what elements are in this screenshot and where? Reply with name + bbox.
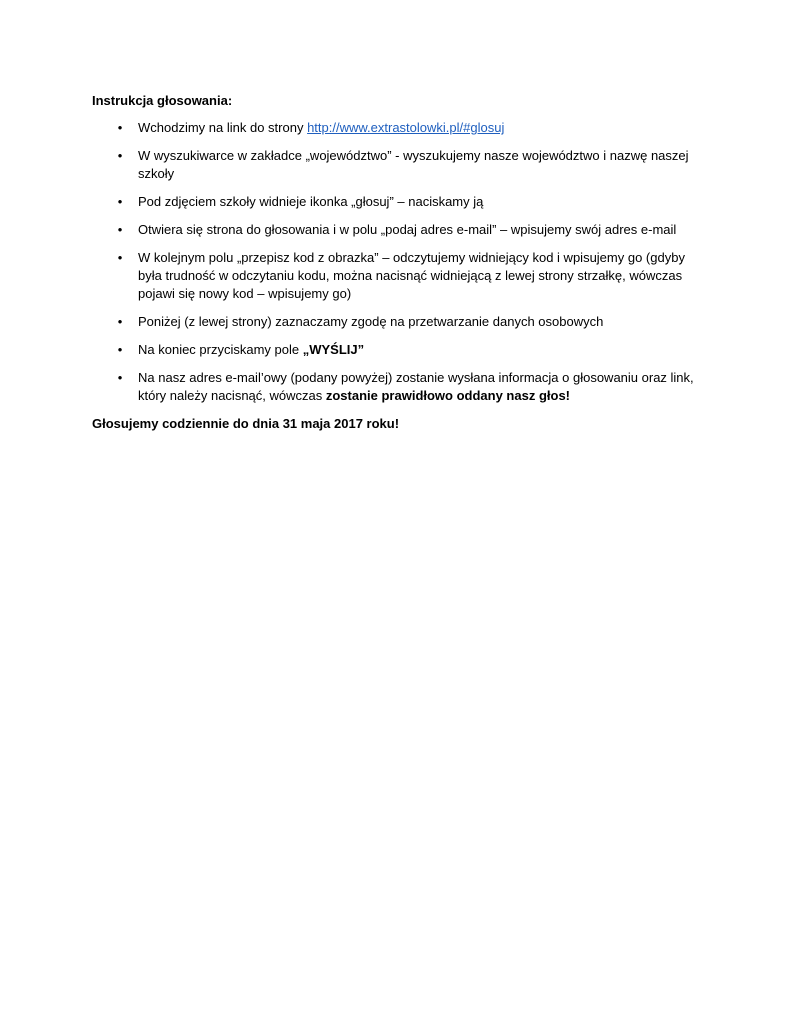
voting-deadline: Głosujemy codziennie do dnia 31 maja 2017 roku! xyxy=(92,416,400,431)
bullet-icon: • xyxy=(117,370,123,385)
instruction-step-7 xyxy=(92,341,704,359)
instruction-step-8 xyxy=(92,369,704,405)
voting-link[interactable]: http://www.extrastolowki.pl/#glosuj xyxy=(307,120,505,135)
instruction-step-3 xyxy=(92,193,704,211)
step-text: W wyszukiwarce w zakładce „województwo” - wyszukujemy nasze województwo i nazwę naszej szkoły xyxy=(138,148,689,181)
vote-confirmation-text: zostanie prawidłowo oddany nasz głos! xyxy=(325,388,570,403)
step-text: Pod zdjęciem szkoły widnieje ikonka „głosuj” – naciskamy ją xyxy=(138,194,484,209)
send-button-label: „WYŚLIJ” xyxy=(302,342,365,357)
bullet-icon: • xyxy=(117,222,123,237)
instruction-list xyxy=(92,119,704,405)
bullet-icon: • xyxy=(117,250,123,265)
instruction-step-5 xyxy=(92,249,704,303)
instruction-step-2 xyxy=(92,147,704,183)
bullet-icon: • xyxy=(117,194,123,209)
step-text: Na nasz adres e-mail’owy (podany powyżej) zostanie wysłana informacja o głosowaniu oraz link, który należy nacisnąć, wówczas xyxy=(138,370,694,403)
instruction-step-4 xyxy=(92,221,704,239)
bullet-icon: • xyxy=(117,120,123,135)
instruction-step-1 xyxy=(92,119,704,137)
document-heading: Instrukcja głosowania: xyxy=(92,93,233,108)
bullet-icon: • xyxy=(117,148,123,163)
step-text: Otwiera się strona do głosowania i w polu „podaj adres e-mail” – wpisujemy swój adres e-mail xyxy=(138,222,677,237)
step-text: Poniżej (z lewej strony) zaznaczamy zgodę na przetwarzanie danych osobowych xyxy=(138,314,604,329)
step-text: W kolejnym polu „przepisz kod z obrazka” – odczytujemy widniejący kod i wpisujemy go (gdyby była trudność w odczytaniu kodu, można nacisnąć widniejącą z lewej strony strzałkę, wówczas pojawi się nowy kod – wpisujemy go) xyxy=(138,250,685,301)
step-text: Wchodzimy na link do strony xyxy=(138,120,308,135)
bullet-icon: • xyxy=(117,314,123,329)
step-text: Na koniec przyciskamy pole xyxy=(138,342,303,357)
document-content xyxy=(92,92,704,433)
bullet-icon: • xyxy=(117,342,123,357)
instruction-step-6 xyxy=(92,313,704,331)
